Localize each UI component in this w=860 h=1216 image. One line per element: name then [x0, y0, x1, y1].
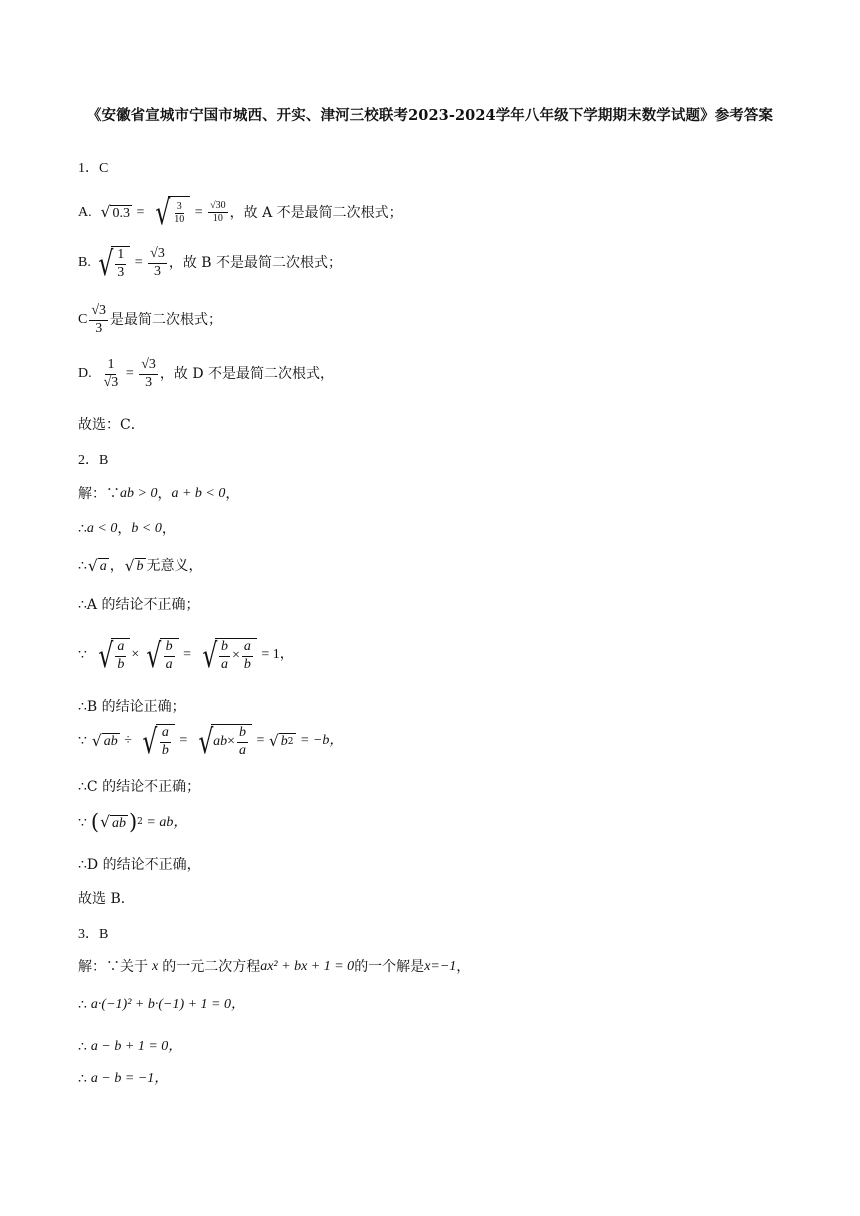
- q2-line-10: ∴D 的结论不正确，: [78, 857, 201, 873]
- q1-a-radicand: 0.3: [112, 205, 130, 221]
- q2-line-6: ∴B 的结论正确；: [78, 699, 186, 715]
- sqrt-ab-times-b-over-a: √ ab × $\frac{b}{a}$: [192, 724, 252, 758]
- frac-1-sqrt3: $\frac{1}{√3}$: [103, 357, 119, 390]
- sqrt-b-squared: √ b 2: [268, 731, 294, 750]
- frac-sqrt3-3-c: $\frac{√3}{3}$: [91, 303, 107, 336]
- q1-conclusion: 故选：C．: [78, 417, 145, 433]
- sqrt-b: √ b: [124, 556, 144, 575]
- q2-line-7: ∵ √ ab ÷ √ $\frac{a}{b}$ = √ ab × $\frac{b}{a}$ = √ b 2 = −b，: [78, 721, 344, 761]
- q1-a-text: ，故 A 不是最简二次根式；: [229, 204, 403, 221]
- q1-a-den1: 10: [174, 214, 185, 226]
- q2-line-9: ∵ ( √ ab ) 2 = ab，: [78, 810, 188, 834]
- q3-l1-mid: 的一元二次方程: [162, 959, 261, 975]
- q3-line-2: ∴ a·(−1)² + b·(−1) + 1 = 0，: [78, 997, 246, 1013]
- frac-sqrt3-3-d: $\frac{√3}{3}$: [141, 357, 156, 390]
- q3-l3-eq: a − b + 1 = 0，: [90, 1039, 183, 1054]
- q2-l3-text: 无意义，: [146, 558, 203, 574]
- q1-d-prefix: D.: [78, 366, 92, 382]
- sqrt-b-over-a: √ $\frac{b}{a}$: [140, 638, 178, 672]
- q3-l1-sol: x=−1: [424, 959, 457, 974]
- q1-option-b: B. √ $\frac{1}{3}$ = $\frac{√3}{3}$ ，故 B 不是最简二次根式；: [78, 243, 343, 283]
- q2-l2-a: a < 0: [86, 521, 118, 536]
- q3-l1-x: x: [152, 959, 159, 974]
- q2-l7-end: = −b，: [300, 733, 344, 749]
- q1-c-prefix: C: [78, 312, 88, 328]
- q3-l1-pre: 解：∵关于: [78, 959, 148, 975]
- sqrt-product: √ $\frac{b}{a}$ × $\frac{a}{b}$: [196, 638, 257, 672]
- q1-option-c: [78, 304, 222, 336]
- q3-answer: [78, 928, 108, 942]
- q3-line-3: ∴ a − b + 1 = 0，: [78, 1039, 183, 1055]
- q2-l5-end: = 1，: [261, 647, 294, 663]
- frac-sqrt30-10: [208, 201, 228, 225]
- q2-l9-end: = ab，: [146, 814, 188, 830]
- frac-sqrt3-3: $\frac{√3}{3}$: [150, 246, 165, 279]
- q3-l2-eq: a·(−1)² + b·(−1) + 1 = 0，: [90, 997, 246, 1012]
- q2-line-4: ∴A 的结论不正确；: [78, 597, 200, 613]
- q3-l1-eq: ax² + bx + 1 = 0: [260, 959, 355, 974]
- q2-conclusion: 故选 B．: [78, 891, 135, 907]
- document-title: 《安徽省宣城市宁国市城西、开实、津河三校联考2023-2024学年八年级下学期期末数学试题》参考答案: [86, 107, 774, 124]
- q1-d-text: ，故 D 不是最简二次根式，: [159, 366, 335, 383]
- q2-l1-a: ab > 0: [120, 486, 158, 501]
- sqrt-ab-2: √ ab: [100, 813, 126, 832]
- q1-c-text: 是最简二次根式；: [110, 312, 223, 329]
- q2-answer: [78, 454, 108, 468]
- q1-b-text: ，故 B 不是最简二次根式；: [168, 255, 343, 272]
- q2-line-1: 解：∵ ab > 0 ， a + b < 0 ，: [78, 486, 240, 502]
- q2-l2-b: b < 0: [131, 521, 162, 536]
- q3-line-4: ∴ a − b = −1，: [78, 1071, 169, 1087]
- q1-option-a: A. √ 0.3 = √ $\frac{3}{10}$ = $\frac{√30}{10}$ ，故 A 不是最简二次根式；: [78, 193, 403, 232]
- q2-line-3: ∴ √ a ， √ b 无意义，: [78, 556, 203, 575]
- q2-l1-prefix: 解：∵: [78, 486, 120, 502]
- q1-answer: [78, 162, 108, 176]
- q1-a-num1: 3: [175, 202, 184, 215]
- q2-line-2: ∴ a < 0 ， b < 0 ，: [78, 521, 176, 537]
- q1-b-prefix: B.: [78, 255, 91, 271]
- q2-l2-therefore: ∴: [78, 521, 87, 537]
- q2-line-8: ∴C 的结论不正确；: [78, 779, 201, 795]
- q3-line-1: 解：∵关于 x 的一元二次方程 ax² + bx + 1 = 0 的一个解是 x=−1 ，: [78, 959, 471, 975]
- sqrt-ab: √ ab: [91, 731, 118, 750]
- q1-a-num2: √30: [208, 201, 228, 214]
- sqrt-0.3: √ 0.3: [100, 203, 130, 222]
- q3-head: 3．B: [78, 927, 109, 942]
- sqrt-a: √ a: [87, 556, 107, 575]
- q3-l1-post: 的一个解是: [354, 959, 425, 975]
- q1-a-den2: 10: [212, 213, 223, 225]
- sqrt-1-3: √ $\frac{1}{3}$: [92, 246, 130, 280]
- sqrt-3-10: √ $\frac{3}{10}$: [149, 196, 190, 230]
- q3-l4-eq: a − b = −1，: [90, 1071, 169, 1086]
- q1-head: 1．C: [78, 161, 109, 176]
- sqrt-a-over-b-2: √ $\frac{a}{b}$: [136, 724, 174, 758]
- q2-line-5: ∵ √ $\frac{a}{b}$ × √ $\frac{b}{a}$ = √ $\frac{b}{a}$ × $\frac{a}{b}$ = 1，: [78, 635, 294, 675]
- q2-l1-b: a + b < 0: [171, 486, 226, 501]
- q1-a-prefix: A.: [78, 204, 92, 220]
- q1-option-d: D. $\frac{1}{√3}$ = $\frac{√3}{3}$ ，故 D 不是最简二次根式，: [78, 357, 335, 390]
- q2-head: 2．B: [78, 453, 109, 468]
- sqrt-a-over-b: √ $\frac{a}{b}$: [92, 638, 130, 672]
